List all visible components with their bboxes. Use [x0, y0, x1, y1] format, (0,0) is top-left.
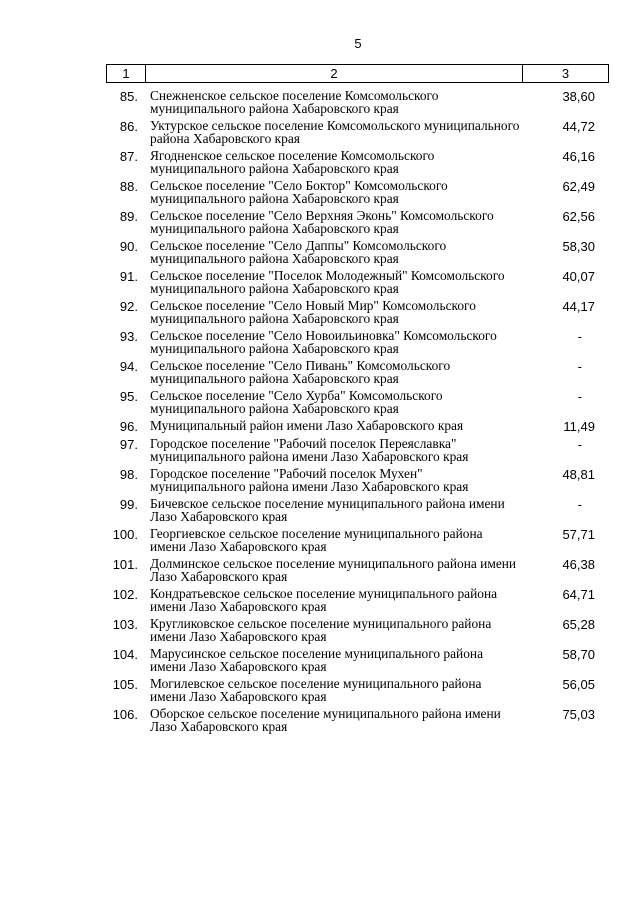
row-number: 106.	[112, 707, 138, 722]
row-value: 75,03	[562, 707, 595, 722]
row-value: 11,49	[563, 419, 595, 434]
row-value: -	[577, 329, 582, 344]
table-row	[106, 89, 609, 115]
table-row	[106, 359, 609, 385]
row-number: 100.	[112, 527, 138, 542]
table-row	[106, 389, 609, 415]
row-value: -	[577, 389, 582, 404]
table-row	[106, 209, 609, 235]
row-name: Городское поселение "Рабочий поселок Переяславка" муниципального района имени Лазо Хабаровского края	[150, 436, 469, 464]
row-value: 58,30	[562, 239, 595, 254]
row-number: 89.	[119, 209, 138, 224]
table-row	[106, 179, 609, 205]
data-table	[106, 64, 609, 737]
table-header-row	[106, 64, 609, 83]
row-number: 87.	[119, 149, 138, 164]
table-row	[106, 527, 609, 553]
table-row	[106, 497, 609, 523]
row-number: 85.	[119, 89, 138, 104]
row-value: -	[577, 497, 582, 512]
table-row	[106, 239, 609, 265]
row-name: Ягодненское сельское поселение Комсомольского муниципального района Хабаровского края	[150, 148, 435, 176]
row-value: 40,07	[562, 269, 595, 284]
row-name: Марусинское сельское поселение муниципального района имени Лазо Хабаровского края	[150, 646, 484, 674]
row-name: Снежненское сельское поселение Комсомольского муниципального района Хабаровского края	[150, 88, 439, 116]
row-name: Муниципальный район имени Лазо Хабаровского края	[150, 418, 464, 433]
table-row	[106, 299, 609, 325]
row-name: Сельское поселение "Село Верхняя Эконь" Комсомольского муниципального района Хабаровского края	[150, 208, 494, 236]
row-name: Георгиевское сельское поселение муниципального района имени Лазо Хабаровского края	[150, 526, 483, 554]
row-name: Кондратьевское сельское поселение муниципального района имени Лазо Хабаровского края	[150, 586, 498, 614]
table-row	[106, 677, 609, 703]
row-name: Уктурское сельское поселение Комсомольского муниципального района Хабаровского края	[150, 118, 520, 146]
table-row	[106, 269, 609, 295]
row-number: 94.	[119, 359, 138, 374]
header-cell-1: 1	[107, 65, 146, 82]
row-name: Сельское поселение "Село Пивань" Комсомольского муниципального района Хабаровского края	[150, 358, 451, 386]
row-value: -	[577, 437, 582, 452]
row-value: 58,70	[562, 647, 595, 662]
table-row	[106, 647, 609, 673]
table-row	[106, 119, 609, 145]
page-number: 5	[354, 36, 362, 51]
table-body	[106, 89, 609, 733]
row-name: Сельское поселение "Село Новоильиновка" Комсомольского муниципального района Хабаровского края	[150, 328, 497, 356]
table-row	[106, 707, 609, 733]
row-number: 90.	[119, 239, 138, 254]
row-name: Бичевское сельское поселение муниципального района имени Лазо Хабаровского края	[150, 496, 505, 524]
row-name: Долминское сельское поселение муниципального района имени Лазо Хабаровского края	[150, 556, 517, 584]
row-name: Сельское поселение "Село Хурба" Комсомольского муниципального района Хабаровского края	[150, 388, 443, 416]
row-number: 88.	[119, 179, 138, 194]
table-row	[106, 617, 609, 643]
header-cell-3: 3	[561, 66, 570, 81]
row-value: 56,05	[562, 677, 595, 692]
row-number: 101.	[112, 557, 138, 572]
row-number: 93.	[119, 329, 138, 344]
row-number: 92.	[119, 299, 138, 314]
table-row	[106, 329, 609, 355]
row-name: Сельское поселение "Село Новый Мир" Комсомольского муниципального района Хабаровского края	[150, 298, 476, 326]
row-number: 105.	[112, 677, 138, 692]
row-value: 57,71	[562, 527, 595, 542]
row-value: -	[577, 359, 582, 374]
row-number: 104.	[112, 647, 138, 662]
row-value: 62,49	[562, 179, 595, 194]
row-number: 95.	[119, 389, 138, 404]
row-name: Кругликовское сельское поселение муниципального района имени Лазо Хабаровского края	[150, 616, 492, 644]
table-row	[106, 437, 609, 463]
row-number: 98.	[119, 467, 138, 482]
row-name: Городское поселение "Рабочий поселок Мухен" муниципального района имени Лазо Хабаровского края	[150, 466, 469, 494]
table-row	[106, 149, 609, 175]
row-name: Сельское поселение "Село Даппы" Комсомольского муниципального района Хабаровского края	[150, 238, 447, 266]
row-value: 46,38	[562, 557, 595, 572]
table-row	[106, 587, 609, 613]
row-name: Оборское сельское поселение муниципального района имени Лазо Хабаровского края	[150, 706, 501, 734]
row-number: 103.	[112, 617, 138, 632]
table-row	[106, 467, 609, 493]
row-name: Сельское поселение "Поселок Молодежный" Комсомольского муниципального района Хабаровского края	[150, 268, 505, 296]
row-value: 46,16	[562, 149, 595, 164]
row-value: 48,81	[562, 467, 595, 482]
row-number: 91.	[119, 269, 138, 284]
row-number: 86.	[119, 119, 138, 134]
row-name: Сельское поселение "Село Боктор" Комсомольского муниципального района Хабаровского края	[150, 178, 448, 206]
header-cell-2: 2	[146, 65, 523, 82]
row-number: 96.	[119, 419, 138, 434]
row-number: 99.	[119, 497, 138, 512]
table-row	[106, 557, 609, 583]
row-value: 44,17	[562, 299, 595, 314]
row-value: 64,71	[562, 587, 595, 602]
row-name: Могилевское сельское поселение муниципального района имени Лазо Хабаровского края	[150, 676, 482, 704]
row-value: 62,56	[562, 209, 595, 224]
table-row	[106, 419, 609, 433]
row-value: 38,60	[562, 89, 595, 104]
row-value: 44,72	[562, 119, 595, 134]
row-number: 97.	[119, 437, 138, 452]
row-value: 65,28	[562, 617, 595, 632]
row-number: 102.	[112, 587, 138, 602]
